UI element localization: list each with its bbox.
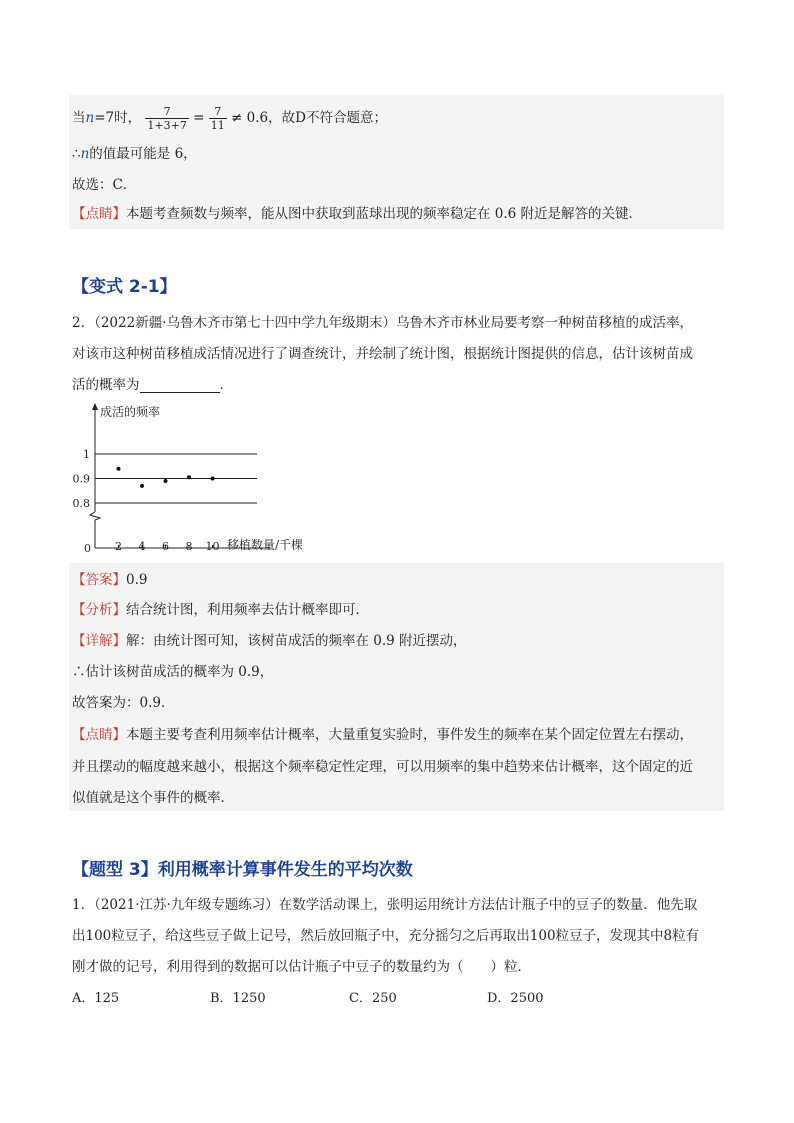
var-n: n [85,110,95,126]
section-3-q1-line-1: 1．（2021·江苏·九年级专题练习）在数学活动课上，张明运用统计方法估计瓶子中的豆子的数量．他先取 [72,897,698,913]
remark-line-1 [72,726,693,744]
chart-y-tick-label: 0.8 [72,497,90,510]
question-2-line-3-end: ． [219,377,233,393]
chart-x-tick-label: 10 [205,540,220,553]
chart-y-tick-label: 0.9 [72,472,90,486]
fraction-1-numerator: 7 [145,105,188,119]
chart-data-point [211,477,215,481]
choice-a[interactable]: A．125 [72,991,120,1006]
section-3-heading: 【题型 3】利用概率计算事件发生的平均次数 [72,860,413,880]
question-2-line-2: 对该市这种树苗移植成活情况进行了调查统计，并绘制了统计图，根据统计图提供的信息，估计该树苗成 [72,346,693,362]
remark-tag: 【点睛】 [72,727,126,743]
detail-line [72,632,467,650]
remark-line-2: 并且摆动的幅度越来越小，根据这个频率稳定性定理，可以用频率的集中趋势来估计概率，这个固定的近 [72,759,693,775]
section-3-q1-line-2: 出100粒豆子，给这些豆子做上记号，然后放回瓶子中，充分摇匀之后再取出100粒豆子，发现其中8粒有 [72,928,700,944]
chart-x-tick-label: 6 [162,540,169,553]
question-2-line-3-text: 活的概率为 [72,377,140,393]
text-eq: =7时， [94,110,142,126]
answer-line [72,571,147,589]
detail-text: 解：由统计图可知，该树苗成活的频率在 0.9 附近摆动， [126,633,467,649]
var-n: n [80,146,90,162]
choice-b[interactable]: B．1250 [210,991,266,1006]
chart-axes [90,403,270,548]
remark-line-3: 似值就是这个事件的概率． [72,790,234,806]
chart-y-label: 成活的频率 [100,405,161,419]
solution-line-2 [72,145,197,163]
question-2-line-1: 2．（2022新疆·乌鲁木齐市第七十四中学九年级期末）乌鲁木齐市林业局要考察一种树苗移植的成活率， [72,315,693,331]
solution-line-1 [72,105,387,132]
chart-x-label: 移植数量/千棵 [227,538,304,552]
chart-x-tick-label: 8 [185,540,193,553]
chart-origin-label: 0 [84,542,91,555]
not-equal-value: ≠ 0.6 [231,110,269,126]
analysis-line [72,601,369,619]
fraction-2-denominator: 11 [210,119,225,132]
remark-text-1: 本题主要考查利用频率估计概率，大量重复实验时，事件发生的频率在某个固定位置左右摆动， [126,727,693,743]
remark-tag: 【点睛】 [72,206,126,222]
chart-data-point [140,484,144,488]
solution-line-2-text: 的值最可能是 6， [89,146,197,162]
conclude-line: ∴估计该树苗成活的概率为 0.9， [72,664,274,680]
section-3-q1-line-3: 刚才做的记号，利用得到的数据可以估计瓶子中豆子的数量约为（ ）粒． [72,959,531,975]
fraction-1 [145,105,188,132]
therefore-symbol: ∴ [72,146,81,162]
detail-tag: 【详解】 [72,633,126,649]
analysis-text: 结合统计图，利用频率去估计概率即可． [126,602,369,618]
fraction-2 [209,105,227,132]
final-answer-line: 故答案为：0.9． [72,695,175,711]
question-2-line-3 [72,373,233,393]
remark-line [72,205,642,223]
answer-tag: 【答案】 [72,572,126,588]
chart-y-tick-label: 1 [83,448,90,461]
chart-x-tick-label: 2 [115,540,122,553]
survival-rate-chart [70,400,330,560]
chart-x-tick-label: 4 [138,540,146,553]
chart-data-point [187,475,191,479]
chart-data-point [164,479,168,483]
text-prefix: 当 [72,110,86,126]
analysis-tag: 【分析】 [72,602,126,618]
remark-text: 本题考查频数与频率，能从图中获取到蓝球出现的频率稳定在 0.6 附近是解答的关键． [126,206,643,222]
answer-value: 0.9 [126,572,148,588]
solution-line-3: 故选：C． [72,177,137,193]
answer-blank [140,378,220,393]
equals-sign: = [193,110,205,126]
chart-data-point [117,467,121,471]
choice-c[interactable]: C．250 [349,991,397,1006]
text-suffix: ，故D不符合题意； [268,110,387,126]
choice-d[interactable]: D．2500 [487,991,544,1006]
fraction-1-denominator: 1+3+7 [147,119,187,132]
fraction-2-numerator: 7 [209,105,227,119]
variant-heading: 【变式 2-1】 [72,277,177,297]
